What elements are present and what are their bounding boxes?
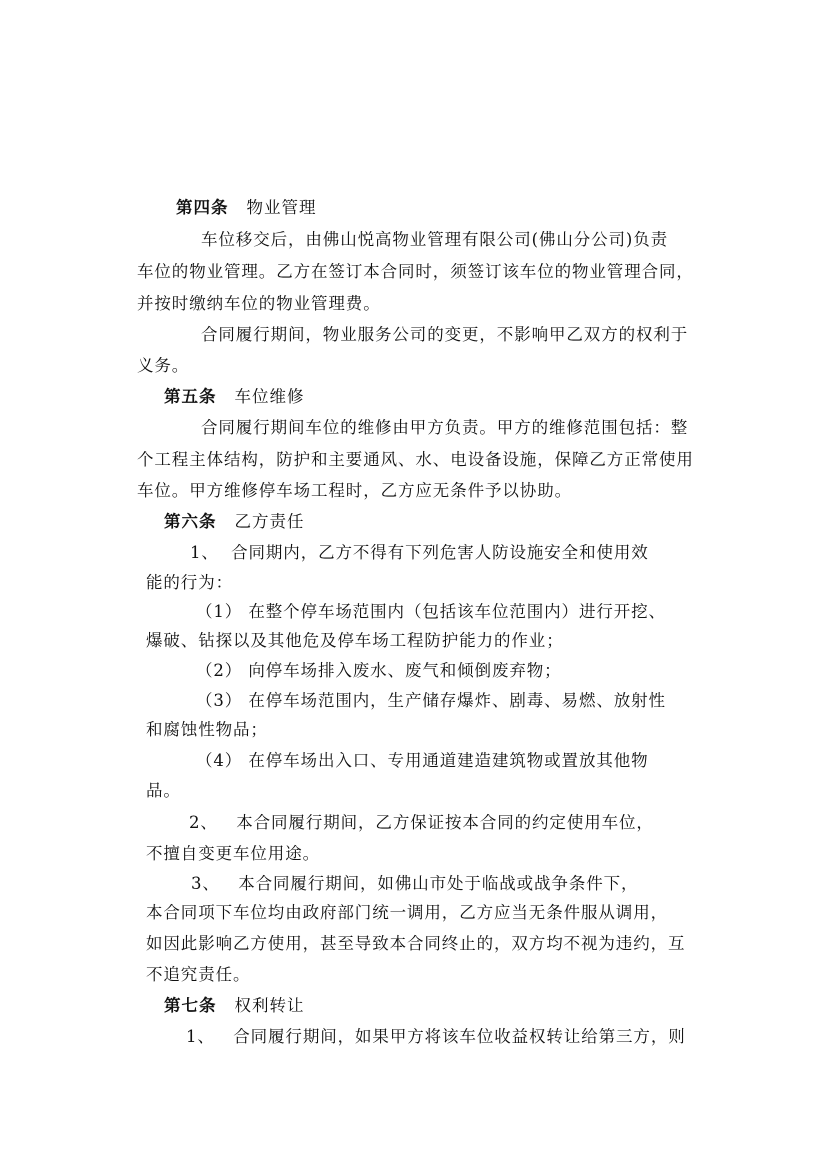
section-number: 第四条 (176, 198, 229, 217)
paragraph-line: 车位的物业管理。乙方在签订本合同时，须签订该车位的物业管理合同， (137, 262, 694, 281)
section-title: 权利转让 (234, 996, 305, 1015)
paragraph-line: 2、 本合同履行期间，乙方保证按本合同的约定使用车位， (189, 813, 654, 832)
section-6-heading (164, 512, 305, 532)
paragraph-line: 个工程主体结构，防护和主要通风、水、电设备设施，保障乙方正常使用 (137, 450, 694, 469)
paragraph-line: （2） 向停车场排入废水、废气和倾倒废弃物； (196, 661, 562, 680)
paragraph-line: （3） 在停车场范围内，生产储存爆炸、剧毒、易燃、放射性 (196, 691, 666, 710)
paragraph-line: 本合同项下车位均由政府部门统一调用，乙方应当无条件服从调用， (146, 903, 668, 922)
paragraph-line: 3、 本合同履行期间，如佛山市处于临战或战争条件下， (191, 874, 639, 893)
section-title: 物业管理 (246, 198, 317, 217)
section-title: 车位维修 (234, 387, 305, 406)
paragraph-line: 品。 (146, 781, 181, 800)
paragraph-line: 并按时缴纳车位的物业管理费。 (137, 294, 381, 313)
paragraph-line: 车位。甲方维修停车场工程时，乙方应无条件予以协助。 (137, 481, 572, 500)
paragraph-line: 不擅自变更车位用途。 (146, 844, 320, 863)
section-4-heading (176, 198, 317, 218)
section-number: 第六条 (164, 512, 217, 531)
paragraph-line: 合同履行期间车位的维修由甲方负责。甲方的维修范围包括：整 (201, 418, 689, 437)
section-number: 第五条 (164, 387, 217, 406)
section-title: 乙方责任 (234, 512, 305, 531)
paragraph-line: 爆破、钻探以及其他危及停车场工程防护能力的作业； (146, 631, 564, 650)
paragraph-line: 不追究责任。 (146, 965, 251, 984)
paragraph-line: 车位移交后，由佛山悦高物业管理有限公司(佛山分公司)负责 (201, 230, 669, 249)
paragraph-line: （1） 在整个停车场范围内（包括该车位范围内）进行开挖、 (196, 602, 666, 621)
section-number: 第七条 (164, 996, 217, 1015)
paragraph-line: 如因此影响乙方使用，甚至导致本合同终止的，双方均不视为违约，互 (146, 934, 686, 953)
section-7-heading (164, 996, 305, 1016)
paragraph-line: 1、 合同期内，乙方不得有下列危害人防设施安全和使用效 (190, 543, 649, 562)
paragraph-line: 和腐蚀性物品； (146, 720, 268, 739)
section-5-heading (164, 387, 305, 407)
paragraph-line: 义务。 (137, 356, 190, 375)
paragraph-line: （4） 在停车场出入口、专用通道建造建筑物或置放其他物 (196, 751, 649, 770)
paragraph-line: 1、 合同履行期间，如果甲方将该车位收益权转让给第三方，则 (186, 1027, 686, 1046)
paragraph-line: 合同履行期间，物业服务公司的变更，不影响甲乙双方的权利于 (201, 325, 689, 344)
paragraph-line: 能的行为： (146, 573, 233, 592)
